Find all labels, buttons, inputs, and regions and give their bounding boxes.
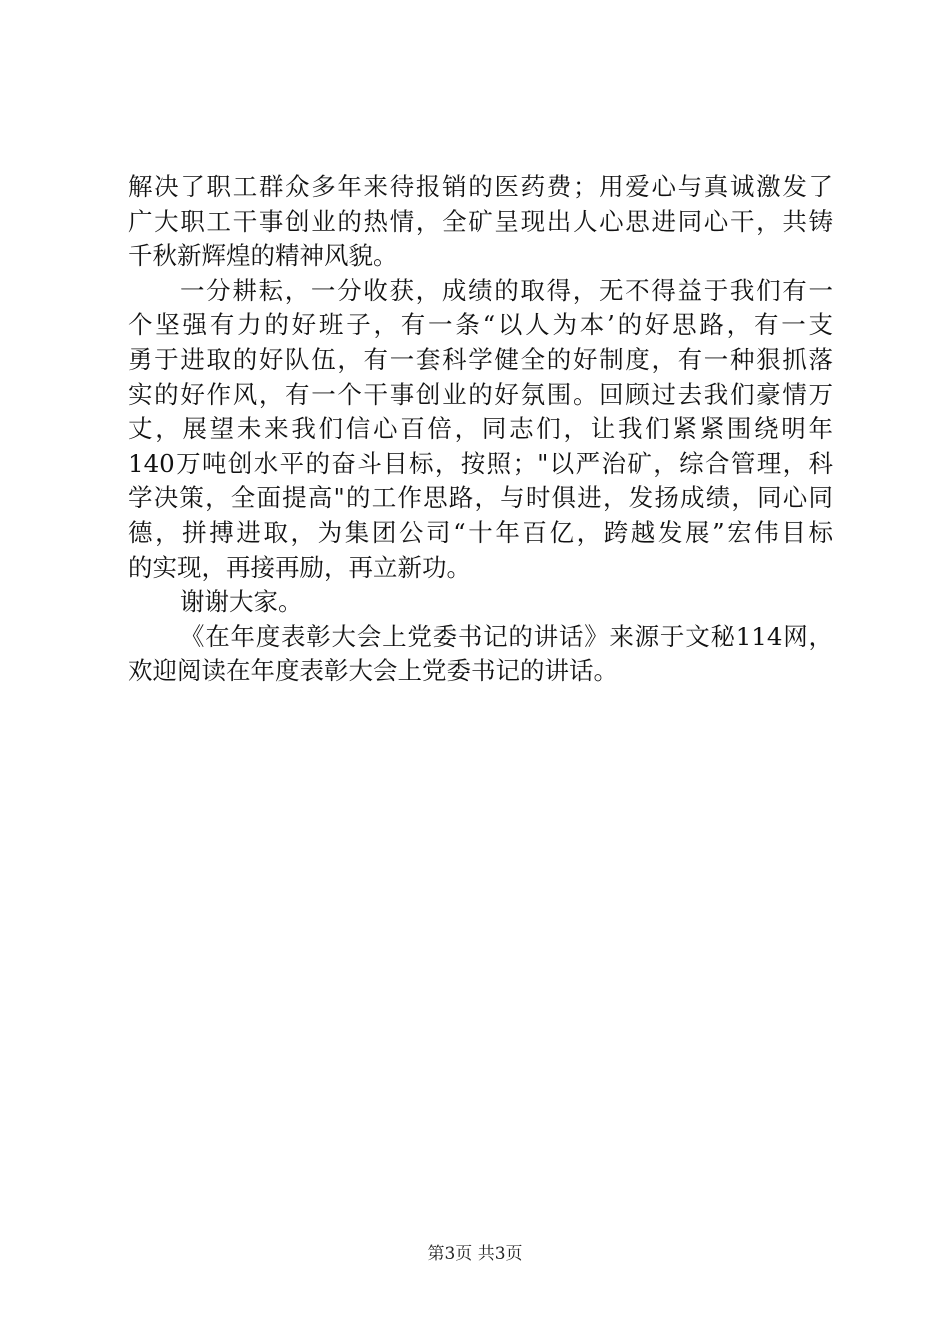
- document-body: [128, 170, 833, 689]
- text-line: 勇于进取的好队伍，有一套科学健全的好制度，有一种狠抓落: [128, 344, 833, 374]
- text-line: 个坚强有力的好班子，有一条“以人为本’的好思路，有一支: [128, 310, 833, 340]
- page-number-label: 第3页 共3页: [427, 1244, 523, 1264]
- text-line: 140万吨创水平的奋斗目标，按照；"以严治矿，综合管理，科: [128, 448, 833, 478]
- text-line: 千秋新辉煌的精神风貌。: [128, 241, 398, 271]
- page-footer: [0, 1243, 950, 1265]
- text-line: 实的好作风，有一个干事创业的好氛围。回顾过去我们豪情万: [128, 379, 833, 409]
- text-line: 德，拼搏进取，为集团公司“十年百亿，跨越发展”宏伟目标: [128, 517, 833, 547]
- text-line: 欢迎阅读在年度表彰大会上党委书记的讲话。: [128, 656, 618, 686]
- text-line: 解决了职工群众多年来待报销的医药费；用爱心与真诚激发了: [128, 172, 833, 201]
- text-line: 的实现，再接再励，再立新功。: [128, 552, 471, 582]
- text-line: 学决策，全面提高"的工作思路，与时俱进，发扬成绩，同心同: [128, 483, 833, 513]
- text-line: 谢谢大家。: [180, 587, 303, 617]
- text-line: 广大职工干事创业的热情，全矿呈现出人心思进同心干，共铸: [128, 206, 833, 236]
- text-line: 丈，展望未来我们信心百倍，同志们，让我们紧紧围绕明年: [128, 414, 833, 444]
- text-line: 《在年度表彰大会上党委书记的讲话》来源于文秘114网，: [180, 621, 833, 651]
- text-line: 一分耕耘，一分收获，成绩的取得，无不得益于我们有一: [180, 275, 833, 305]
